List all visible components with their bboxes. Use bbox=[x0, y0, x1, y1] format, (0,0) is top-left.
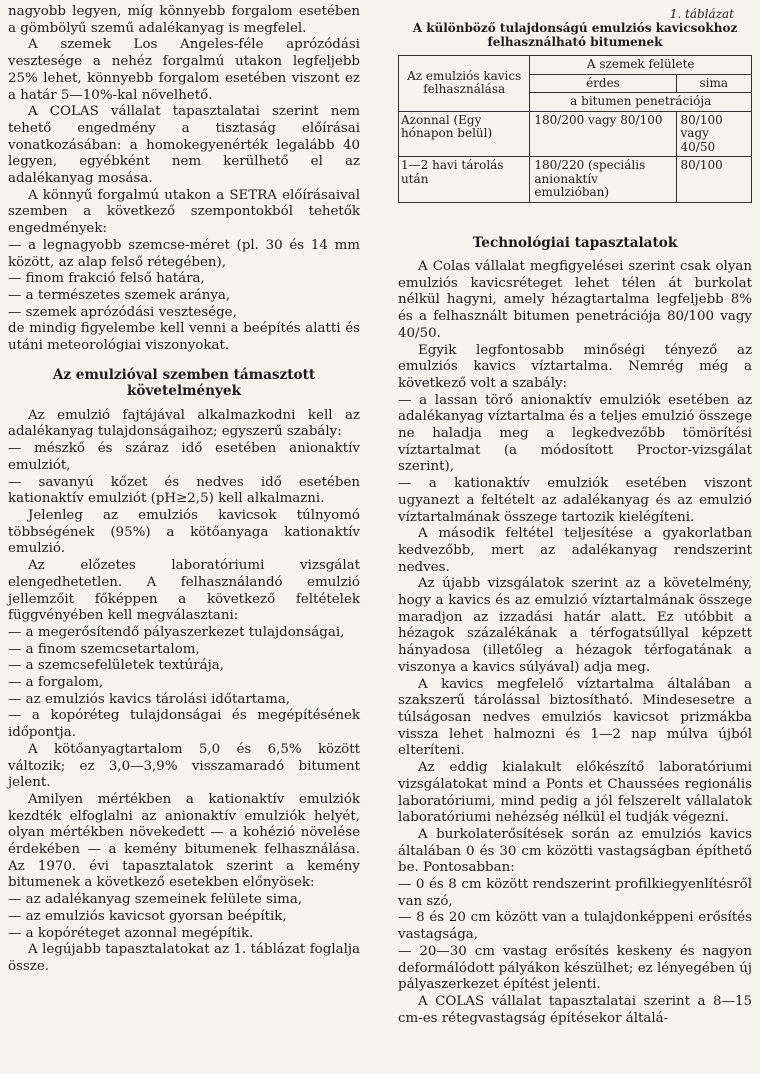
section-heading: Technológiai tapasztalatok bbox=[472, 234, 678, 251]
right-column bbox=[398, 8, 752, 1027]
paragraph: nagyobb legyen, míg könnyebb forgalom esetében a gömbölyű szemű adalékanyag is megfelel. bbox=[8, 4, 360, 36]
list-item: — az adalékanyag szemeinek felülete sima, bbox=[8, 892, 303, 908]
left-column bbox=[8, 4, 360, 976]
list-item: — a kopóréteg tulajdonságai és megépítésének időpontja. bbox=[8, 708, 360, 741]
list-item: — a forgalom, bbox=[8, 675, 104, 691]
paragraph: A kavics megfelelő víztartalma általában a szakszerű tárolással biztosítható. Mindesesetre a túlságosan nedves emulziós kavicsot prizmákba vissza lehet halmozni és 1—2 nap múlva újból elteríteni. bbox=[398, 676, 752, 759]
paragraph: A Colas vállalat megfigyelései szerint csak olyan emulziós kavicsréteget lehet télen át burkolat nélkül hagyni, amely hézagtartalma legfeljebb 8% és a felhasznált bitumen penetrációja 80/100 vagy 40/50. bbox=[398, 259, 752, 341]
list-item: — az emulziós kavics tárolási időtartama, bbox=[8, 691, 291, 707]
table-header-usage: Az emulziós kavics felhasználása bbox=[399, 56, 530, 112]
list-item: — a kopóréteget azonnal megépítik. bbox=[8, 925, 254, 941]
table-title: A különböző tulajdonságú emulziós kavicsokhoz felhasználható bitumenek bbox=[412, 21, 738, 49]
paragraph: A szemek Los Angeles-féle aprózódási vesztesége a nehéz forgalmú utakon legfeljebb 25% lehet, könnyebb forgalom esetében viszont ez a határ 5—10%-kal növelhető. bbox=[8, 37, 360, 103]
paragraph: A legújabb tapasztalatokat az 1. táblázat foglalja össze. bbox=[8, 942, 360, 974]
paragraph: de mindig figyelembe kell venni a beépítés alatti és utáni meteorológiai viszonyokat. bbox=[8, 321, 360, 354]
paragraph: A COLAS vállalat tapasztalatai szerint a 8—15 cm-es rétegvastagság építésekor általá- bbox=[398, 993, 752, 1026]
table-row bbox=[399, 111, 752, 157]
list-item: — szemek aprózódási vesztesége, bbox=[8, 304, 237, 320]
table-header-surface: A szemek felülete bbox=[530, 56, 752, 75]
paragraph: A COLAS vállalat tapasztalatai szerint nem tehető engedmény a tisztaság előírásai vonatkozásában: a homokegyenérték legalább 40 legyen, egyébként nem kerülhető el az adalékanyag mosása. bbox=[8, 104, 360, 187]
table-header-penetration: a bitumen penetrációja bbox=[530, 93, 752, 112]
list-item: — 0 és 8 cm között rendszerint profilkiegyenlítésről van szó, bbox=[398, 877, 752, 909]
list-item: — a legnagyobb szemcse-méret (pl. 30 és 14 mm között, az alap felső rétegében), bbox=[8, 237, 360, 270]
paragraph: A második feltétel teljesítése a gyakorlatban kedvezőbb, mert az adalékanyag rendszerint nedves. bbox=[398, 526, 752, 575]
list-item: — finom frakció felső határa, bbox=[8, 271, 205, 287]
list-item: — mészkő és száraz idő esetében anionaktív emulziót, bbox=[8, 441, 360, 473]
list-item: — a finom szemcsetartalom, bbox=[8, 641, 200, 657]
list-item: — a szemcsefelületek textúrája, bbox=[8, 658, 225, 674]
paragraph: Amilyen mértékben a kationaktív emulziók kezdték elfoglalni az anionaktív emulziók helyét, olyan mértékben növekedett — a kohézió növelése érdekében — a kemény bitumenek felhasználása. Az 1970. évi tapasztalatok szerint a kemény bitumenek a következő esetekben előnyösek: bbox=[8, 791, 360, 891]
section-heading: Az emulzióval szemben támasztott követelmények bbox=[52, 366, 316, 400]
list-item: — a lassan törő anionaktív emulziók esetében az adalékanyag víztartalma és a teljes emulzió összege ne haladja meg a legkedvezőbb tömörítési víztartalmat (a módosított Proctor-vizsgálat szerint), bbox=[398, 392, 752, 475]
table-header-rough: érdes bbox=[530, 74, 676, 93]
list-item: — a természetes szemek aránya, bbox=[8, 287, 231, 303]
table-cell: 80/100 vagy 40/50 bbox=[676, 111, 751, 157]
paragraph: A burkolaterősítések során az emulziós kavics általában 0 és 30 cm közötti vastagságban építhető be. Pontosabban: bbox=[398, 826, 752, 876]
table-label: 1. táblázat bbox=[669, 7, 734, 21]
paragraph: Az emulzió fajtájával alkalmazkodni kell az adalékanyag tulajdonságaihoz; egyszerű szabály: bbox=[8, 407, 360, 440]
table-header-smooth: sima bbox=[676, 74, 751, 93]
paragraph: Az előzetes laboratóriumi vizsgálat elengedhetetlen. A felhasználandó emulzió jellemzőit főképpen a következő feltételek függvényében kell megválasztani: bbox=[8, 558, 360, 624]
list-item: — 20—30 cm vastag erősítés keskeny és nagyon deformálódott pályákon készülhet; ez lényegében új pályaszerkezet építést jelenti. bbox=[398, 943, 752, 993]
table-cell: 180/220 (speciális anionaktív emulzióban) bbox=[530, 157, 676, 203]
paragraph: Jelenleg az emulziós kavicsok túlnyomó többségének (95%) a kötőanyaga kationaktív emulzió. bbox=[8, 507, 360, 557]
paragraph: Az eddig kialakult előkészítő laboratóriumi vizsgálatokat mind a Ponts et Chaussées regionális laboratóriumi, mind pedig a jól felszerelt vállalatok laboratóriumi nehézség nélkül el tudják végezni. bbox=[398, 760, 752, 826]
list-item: — savanyú kőzet és nedves idő esetében kationaktív emulziót (pH≥2,5) kell alkalmazni. bbox=[8, 474, 360, 507]
table-row bbox=[399, 157, 752, 203]
list-item: — 8 és 20 cm között van a tulajdonképpeni erősítés vastagsága, bbox=[398, 910, 752, 943]
table-cell: 1—2 havi tárolás után bbox=[399, 157, 530, 203]
paragraph: Egyik legfontosabb minőségi tényező az emulziós kavics víztartalma. Nemrég még a következő volt a szabály: bbox=[398, 342, 752, 391]
paragraph: A kötőanyagtartalom 5,0 és 6,5% között változik; ez 3,0—3,9% visszamaradó bitument jelent. bbox=[8, 741, 360, 791]
list-item: — a kationaktív emulziók esetében viszont ugyanezt a feltételt az adalékanyag és az emulzió víztartalmának összege tartozik kielégíteni. bbox=[398, 476, 752, 525]
list-item: — az emulziós kavicsot gyorsan beépítik, bbox=[8, 908, 287, 924]
table-cell: Azonnal (Egy hónapon belül) bbox=[399, 111, 530, 157]
bitumen-table bbox=[398, 55, 752, 203]
paragraph: A könnyű forgalmú utakon a SETRA előírásaival szemben a következő szempontokból tehetők engedmények: bbox=[8, 187, 360, 237]
table-cell: 80/100 bbox=[676, 157, 751, 203]
list-item: — a megerősítendő pályaszerkezet tulajdonságai, bbox=[8, 624, 345, 640]
paragraph: Az újabb vizsgálatok szerint az a követelmény, hogy a kavics és az emulzió víztartalmának összege maradjon az izzadási határ alatt. Ez utóbbit a hézagok százalékának a térfogatsúllyal képzett hányadosa (illetőleg a hézagok térfogatának a viszonya a kavics súlyával) adja meg. bbox=[398, 576, 752, 675]
table-cell: 180/200 vagy 80/100 bbox=[530, 111, 676, 157]
